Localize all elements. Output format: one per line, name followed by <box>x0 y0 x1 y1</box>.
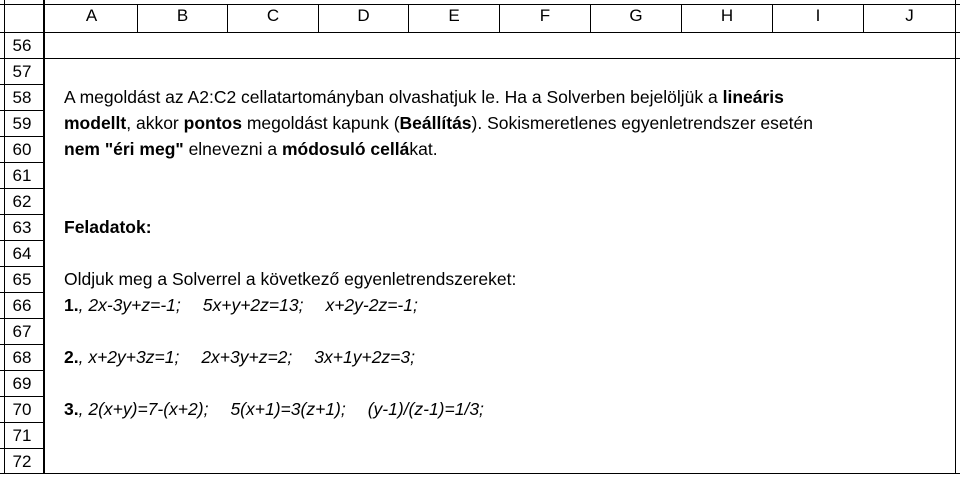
equation: , 2x-3y+z=-1; <box>78 295 181 315</box>
row-header-71[interactable]: 71 <box>12 426 32 445</box>
row-header-59[interactable]: 59 <box>12 114 32 133</box>
cell-text: ). Sokismeretlenes egyenletrendszer esetén <box>471 113 813 133</box>
row-header-64[interactable]: 64 <box>12 244 32 263</box>
cell-text: megoldást kapunk ( <box>241 113 400 133</box>
task-number: 3. <box>64 399 79 419</box>
cell-a68[interactable] <box>64 344 415 370</box>
cell-text-bold: módosuló cellá <box>281 139 410 159</box>
equation: (y-1)/(z-1)=1/3; <box>367 399 484 419</box>
grid-line <box>0 32 960 33</box>
equation: 2x+3y+z=2; <box>201 347 293 367</box>
cell-text-bold: nem "éri meg" <box>64 139 184 159</box>
cell-text: kat. <box>409 139 438 159</box>
row-header-63[interactable]: 63 <box>12 218 32 237</box>
cell-a66[interactable] <box>64 292 418 318</box>
column-header-h[interactable]: H <box>720 6 734 25</box>
cell-a60[interactable] <box>64 136 438 162</box>
row-header-57[interactable]: 57 <box>12 62 32 81</box>
equation: 3x+1y+2z=3; <box>314 347 415 367</box>
row-header-65[interactable]: 65 <box>12 270 32 289</box>
row-header-66[interactable]: 66 <box>12 296 32 315</box>
row-header-58[interactable]: 58 <box>12 88 32 107</box>
row-header-67[interactable]: 67 <box>12 322 32 341</box>
task-number: 2. <box>64 347 79 367</box>
column-header-b[interactable]: B <box>176 6 189 25</box>
cell-a70[interactable] <box>64 396 484 422</box>
cell-a59[interactable] <box>64 110 813 136</box>
cell-a63[interactable] <box>64 214 152 240</box>
column-header-a[interactable]: A <box>85 6 98 25</box>
cell-a65[interactable] <box>64 266 516 292</box>
cell-text-bold: modellt <box>64 113 127 133</box>
task-number: 1. <box>64 295 79 315</box>
column-header-j[interactable]: J <box>905 6 914 25</box>
column-header-d[interactable]: D <box>357 6 370 25</box>
column-header-i[interactable]: I <box>815 6 821 25</box>
task-intro: Oldjuk meg a Solverrel a következő egyenletrendszereket: <box>64 269 517 289</box>
equation: , x+2y+3z=1; <box>78 347 180 367</box>
row-header-62[interactable]: 62 <box>12 192 32 211</box>
row-header-70[interactable]: 70 <box>12 400 32 419</box>
cell-text-bold: Beállítás <box>399 113 472 133</box>
row-header-69[interactable]: 69 <box>12 374 32 393</box>
cell-text-bold: lineáris <box>722 87 784 107</box>
row-header-56[interactable]: 56 <box>12 36 32 55</box>
equation: , 2(x+y)=7-(x+2); <box>78 399 209 419</box>
cell-text: A megoldást az A2:C2 cellatartományban olvashatjuk le. Ha a Solverben bejelöljük a <box>64 87 723 107</box>
column-header-g[interactable]: G <box>629 6 643 25</box>
grid-line <box>955 0 956 474</box>
equation: 5x+y+2z=13; <box>202 295 304 315</box>
equation: x+2y-2z=-1; <box>325 295 418 315</box>
cell-text-bold: pontos <box>183 113 242 133</box>
cell-a58[interactable] <box>64 84 784 110</box>
row-header-61[interactable]: 61 <box>12 166 32 185</box>
grid-line <box>0 473 960 474</box>
cell-text: , akkor <box>126 113 184 133</box>
column-header-c[interactable]: C <box>266 6 280 25</box>
column-header-e[interactable]: E <box>448 6 460 25</box>
cell-text: elnevezni a <box>183 139 282 159</box>
row-header-68[interactable]: 68 <box>12 348 32 367</box>
row-header-60[interactable]: 60 <box>12 140 32 159</box>
tasks-heading: Feladatok: <box>64 217 152 237</box>
row-header-72[interactable]: 72 <box>12 452 32 471</box>
grid-line <box>0 58 960 59</box>
column-header-f[interactable]: F <box>539 6 551 25</box>
equation: 5(x+1)=3(z+1); <box>230 399 346 419</box>
grid-line <box>0 4 960 5</box>
